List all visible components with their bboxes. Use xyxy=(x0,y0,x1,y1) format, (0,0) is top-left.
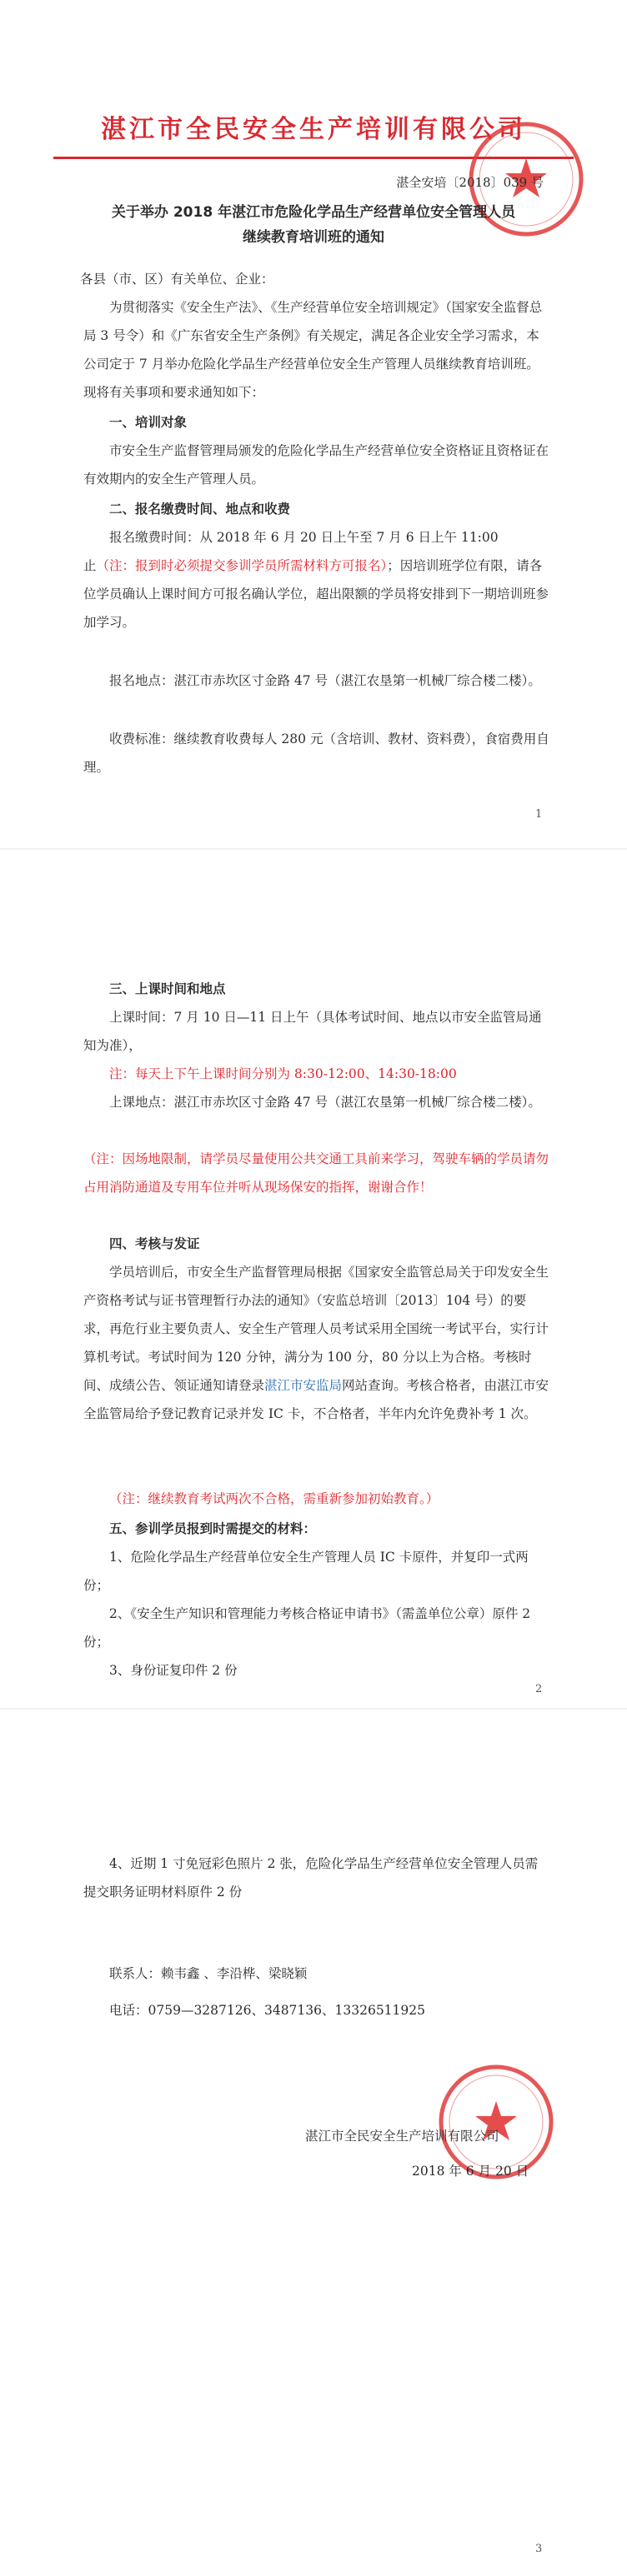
notice-title-line-2: 继续教育培训班的通知 xyxy=(243,229,384,246)
registration-note-suffix: ；因培训班学位有限，请各位学员确认上课时间方可报名确认学位，超出限额的学员将安排到下一期培训班参加学习。 xyxy=(83,558,549,630)
document-number: 湛全安培〔2018〕039 号 xyxy=(396,175,544,190)
phone-numbers: 电话：0759—3287126、3487136、13326511925 xyxy=(109,2003,425,2018)
page-number-2: 2 xyxy=(535,1683,543,1695)
exam-body-part-2: 网站查询。考核合格者，由湛江市安全监管局给予登记教育记录并发 IC 卡，不合格者，半年内允许免费补考 1 次。 xyxy=(83,1378,549,1421)
fee-standard: 收费标准：继续教育收费每人 280 元（含培训、教材、资料费），食宿费用自理。 xyxy=(83,731,549,775)
class-place-note: （注：因场地限制，请学员尽量使用公共交通工具前来学习，驾驶车辆的学员请勿占用消防通道及专用车位并听从现场保安的指挥，谢谢合作！ xyxy=(83,1151,549,1195)
section-2-heading: 二、报名缴费时间、地点和收费 xyxy=(109,502,291,517)
material-item-1: 1、危险化学品生产经营单位安全生产管理人员 IC 卡原件，并复印一式两份； xyxy=(83,1550,529,1593)
contacts: 联系人：赖韦鑫 、李沿桦、梁晓颖 xyxy=(109,1966,308,1981)
intro-paragraph: 为贯彻落实《安全生产法》、《生产经营单位安全培训规定》（国家安全监督总局 3 号令）和《广东省安全生产条例》有关规定，满足各企业安全学习需求，本公司定于 7 月举办危险化学品生产经营单位安全生产管理人员继续教育培训班。现将有关事项和要求通知如下： xyxy=(83,300,543,400)
page-2 xyxy=(0,850,627,1710)
registration-time: 报名缴费时间：从 2018 年 6 月 20 日上午至 7 月 6 日上午 11:00 xyxy=(109,530,499,545)
page-number-3: 3 xyxy=(535,2543,543,2555)
material-item-2: 2、《安全生产知识和管理能力考核合格证申请书》（需盖单位公章）原件 2 份； xyxy=(83,1606,531,1650)
section-3-heading: 三、上课时间和地点 xyxy=(109,981,226,996)
salutation: 各县（市、区）有关单位、企业： xyxy=(80,272,274,287)
letterhead-title: 湛江市全民安全生产培训有限公司 xyxy=(101,115,526,144)
class-time-note: 注：每天上下午上课时间分别为 8:30-12:00、14:30-18:00 xyxy=(109,1066,457,1081)
material-item-4: 4、近期 1 寸免冠彩色照片 2 张，危险化学品生产经营单位安全管理人员需提交职务证明材料原件 2 份 xyxy=(83,1856,539,1900)
registration-note-red: （注：报到时必须提交参训学员所需材料方可报名） xyxy=(96,558,388,573)
signature-company: 湛江市全民安全生产培训有限公司 xyxy=(305,2129,499,2144)
exam-body xyxy=(83,1258,550,1428)
registration-note-prefix: 止 xyxy=(83,558,97,573)
registration-note xyxy=(83,552,550,637)
exam-note: （注：继续教育考试两次不合格，需重新参加初始教育。） xyxy=(109,1491,439,1506)
section-1-heading: 一、培训对象 xyxy=(109,415,188,430)
class-place: 上课地点：湛江市赤坎区寸金路 47 号（湛江农垦第一机械厂综合楼二楼）。 xyxy=(109,1095,541,1110)
section-5-heading: 五、参训学员报到时需提交的材料： xyxy=(109,1521,317,1536)
safety-bureau-link[interactable]: 湛江市安监局 xyxy=(264,1378,343,1393)
page-3 xyxy=(0,1710,627,2576)
section-1-body: 市安全生产监督管理局颁发的危险化学品生产经营单位安全资格证且资格证在有效期内的安全生产管理人员。 xyxy=(83,443,549,487)
exam-body-part-1: 学员培训后，市安全生产监督管理局根据《国家安全监管总局关于印发安全生产资格考试与证书管理暂行办法的通知》（安监总培训〔2013〕104 号）的要求，再危行业主要负责人、安全生产管理人员考试采用全国统一考试平台，实行计算机考试。考试时间为 120 分钟，满分为 100 分，80 分以上为合格。考核时间、成绩公告、领证通知请登录 xyxy=(83,1265,549,1393)
notice-title-line-1: 关于举办 2018 年湛江市危险化学品生产经营单位安全管理人员 xyxy=(111,204,516,221)
registration-place: 报名地点：湛江市赤坎区寸金路 47 号（湛江农垦第一机械厂综合楼二楼）。 xyxy=(109,673,541,688)
class-time: 上课时间：7 月 10 日—11 日上午（具体考试时间、地点以市安全监管局通知为准）， xyxy=(83,1010,542,1053)
section-4-heading: 四、考核与发证 xyxy=(109,1236,200,1251)
page-1 xyxy=(0,0,627,850)
material-item-3: 3、身份证复印件 2 份 xyxy=(109,1663,238,1678)
page-number-1: 1 xyxy=(535,808,543,821)
signature-date: 2018 年 6 月 20 日 xyxy=(412,2164,529,2179)
